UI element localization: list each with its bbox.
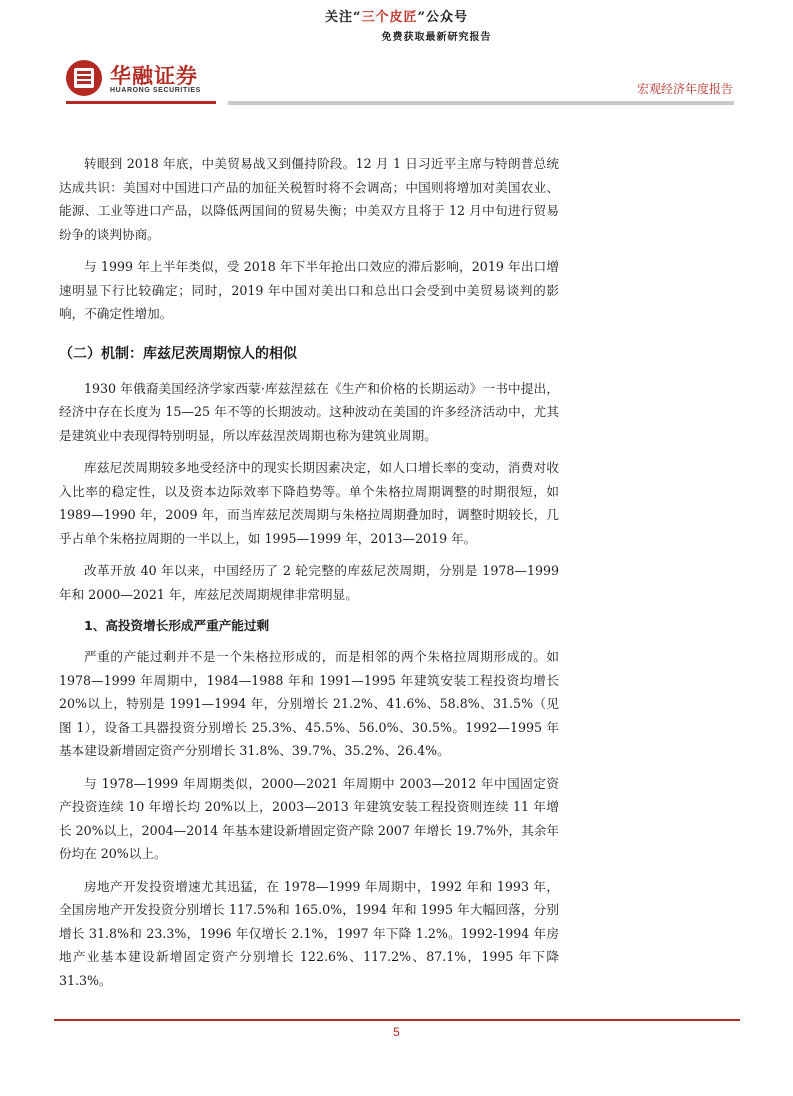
report-type-label: 宏观经济年度报告 (636, 82, 733, 96)
section-heading: （二）机制：库兹尼茨周期惊人的相似 (59, 345, 297, 362)
wechat-suffix: ”公众号 (417, 10, 468, 25)
header-divider-gray (228, 101, 734, 105)
paragraph: 与 1999 年上半年类似，受 2018 年下半年抢出口效应的滞后影响，2019 年出口增速明显下行比较确定；同时，2019 年中国对美出口和总出口会受到中美贸易谈判的影响，不确定性增加。 (59, 259, 559, 321)
subsection-heading: 1、高投资增长形成严重产能过剩 (84, 618, 270, 633)
page-number: 5 (393, 1025, 400, 1039)
wechat-promo-line1 (0, 6, 793, 25)
paragraph: 改革开放 40 年以来，中国经历了 2 轮完整的库兹尼茨周期，分别是 1978—1999 年和 2000—2021 年，库兹尼茨周期规律非常明显。 (59, 563, 559, 602)
brand-name-cn: 华融证券 (110, 64, 198, 88)
paragraph: 转眼到 2018 年底，中美贸易战又到僵持阶段。12 月 1 日习近平主席与特朗普总统达成共识：美国对中国进口产品的加征关税暂时将不会调高；中国则将增加对美国农业、能源、工业等进口产品，以降低两国间的贸易失衡；中美双方且将于 12 月中旬进行贸易纷争的谈判协商。 (59, 156, 559, 242)
wechat-promo-line2: 免费获取最新研究报告 (381, 32, 492, 43)
paragraph: 库兹尼茨周期较多地受经济中的现实长期因素决定，如人口增长率的变动，消费对收入比率的稳定性，以及资本边际效率下降趋势等。单个朱格拉周期调整的时期很短，如 1989—1990 年，2009 年，而当库兹尼茨周期与朱格拉周期叠加时，调整时期较长，几乎占单个朱格拉周期的一半以上，如 1995—1999 年，2013—2019 年。 (59, 460, 559, 546)
brand-name-en: HUARONG SECURITIES (110, 87, 201, 94)
document-body (59, 152, 559, 1001)
wechat-promo-banner (0, 6, 793, 43)
footer-divider (54, 1019, 740, 1021)
brand-logo-icon (66, 60, 102, 96)
wechat-account-name: 三个皮匠 (361, 10, 418, 25)
paragraph: 房地产开发投资增速尤其迅猛，在 1978—1999 年周期中，1992 年和 1993 年，全国房地产开发投资分别增长 117.5%和 165.0%，1994 年和 1995 年大幅回落，分别增长 31.8%和 23.3%，1996 年仅增长 2.1%，1997 年下降 1.2%。1992-1994 年房地产业基本建设新增固定资产分别增长 122.6%、117.2%、87.1%，1995 年下降 31.3%。 (59, 878, 559, 988)
header-divider-red (66, 101, 216, 104)
brand-logo (66, 58, 216, 102)
paragraph: 与 1978—1999 年周期类似，2000—2021 年周期中 2003—2012 年中国固定资产投资连续 10 年增长均 20%以上，2003—2013 年建筑安装工程投资则连续 11 年增长 20%以上，2004—2014 年基本建设新增固定资产除 2007 年增长 19.7%外，其余年份均在 20%以上。 (59, 775, 559, 861)
paragraph: 严重的产能过剩并不是一个朱格拉形成的，而是相邻的两个朱格拉周期形成的。如 1978—1999 年周期中，1984—1988 年和 1991—1995 年建筑安装工程投资均增长 20%以上，特别是 1991—1994 年，分别增长 21.2%、41.6%、58.8%、31.5%（见图 1），设备工具器投资分别增长 25.3%、45.5%、56.0%、30.5%。1992—1995 年基本建设新增固定资产分别增长 31.8%、39.7%、35.2%、26.4%。 (59, 649, 559, 758)
paragraph: 1930 年俄裔美国经济学家西蒙·库兹涅兹在《生产和价格的长期运动》一书中提出，经济中存在长度为 15—25 年不等的长期波动。这种波动在美国的许多经济活动中，尤其是建筑业中表现得特别明显，所以库兹涅茨周期也称为建筑业周期。 (59, 380, 559, 443)
wechat-prefix: 关注“ (325, 10, 362, 25)
